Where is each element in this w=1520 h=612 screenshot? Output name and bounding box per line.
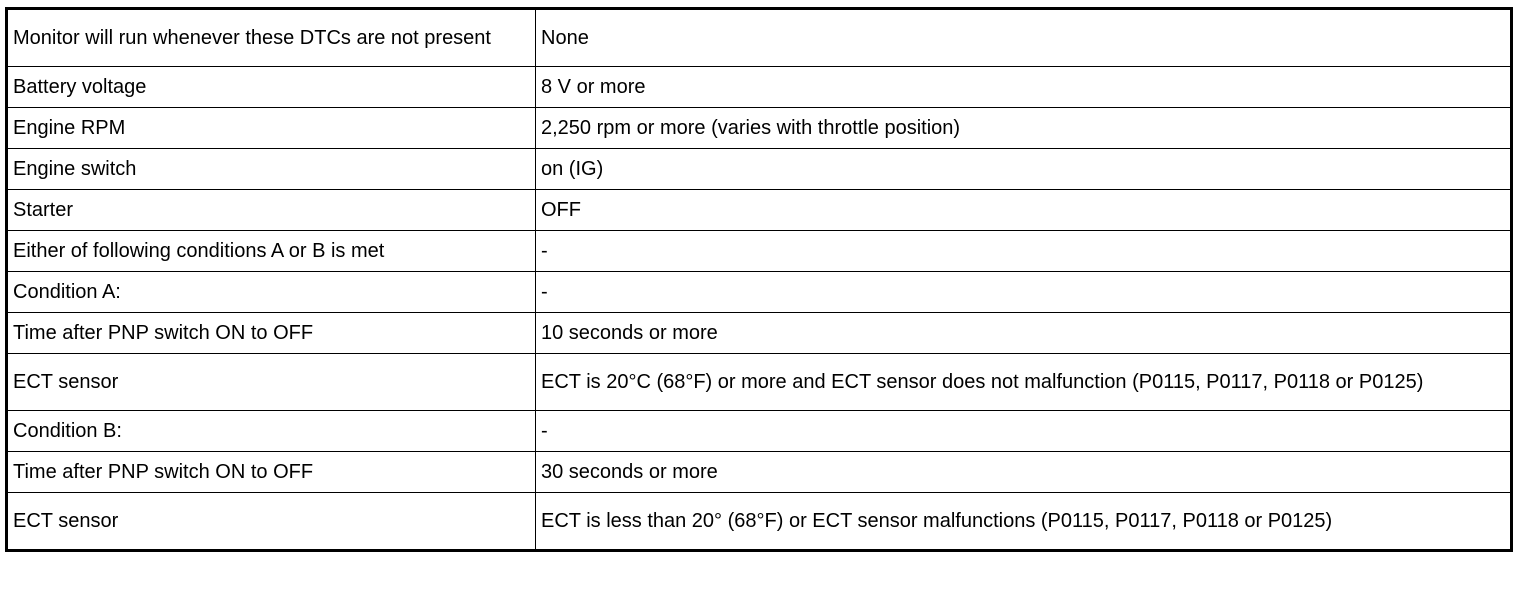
value-cell: ECT is less than 20° (68°F) or ECT sensor malfunctions (P0115, P0117, P0118 or P0125) xyxy=(536,493,1512,551)
condition-cell: ECT sensor xyxy=(7,354,536,411)
condition-cell: Time after PNP switch ON to OFF xyxy=(7,452,536,493)
table-row xyxy=(7,190,1512,231)
value-cell: on (IG) xyxy=(536,149,1512,190)
value-cell: 8 V or more xyxy=(536,67,1512,108)
value-cell: 30 seconds or more xyxy=(536,452,1512,493)
table-row xyxy=(7,411,1512,452)
condition-cell: Engine switch xyxy=(7,149,536,190)
table-row xyxy=(7,313,1512,354)
condition-cell: Condition A: xyxy=(7,272,536,313)
table-row xyxy=(7,272,1512,313)
value-cell: OFF xyxy=(536,190,1512,231)
table-row xyxy=(7,67,1512,108)
table-row xyxy=(7,149,1512,190)
value-cell: 10 seconds or more xyxy=(536,313,1512,354)
condition-cell: Either of following conditions A or B is met xyxy=(7,231,536,272)
table-row xyxy=(7,493,1512,551)
condition-cell: Time after PNP switch ON to OFF xyxy=(7,313,536,354)
condition-cell: Monitor will run whenever these DTCs are not present xyxy=(7,9,536,67)
condition-cell: Battery voltage xyxy=(7,67,536,108)
table-row xyxy=(7,452,1512,493)
condition-cell: Starter xyxy=(7,190,536,231)
value-cell: 2,250 rpm or more (varies with throttle position) xyxy=(536,108,1512,149)
table-row xyxy=(7,9,1512,67)
value-cell: - xyxy=(536,272,1512,313)
condition-cell: Condition B: xyxy=(7,411,536,452)
table-row xyxy=(7,231,1512,272)
condition-cell: ECT sensor xyxy=(7,493,536,551)
table-row xyxy=(7,108,1512,149)
value-cell: - xyxy=(536,411,1512,452)
monitor-conditions-table xyxy=(5,7,1513,552)
value-cell: None xyxy=(536,9,1512,67)
value-cell: - xyxy=(536,231,1512,272)
table-row xyxy=(7,354,1512,411)
condition-cell: Engine RPM xyxy=(7,108,536,149)
value-cell: ECT is 20°C (68°F) or more and ECT sensor does not malfunction (P0115, P0117, P0118 or P0125) xyxy=(536,354,1512,411)
